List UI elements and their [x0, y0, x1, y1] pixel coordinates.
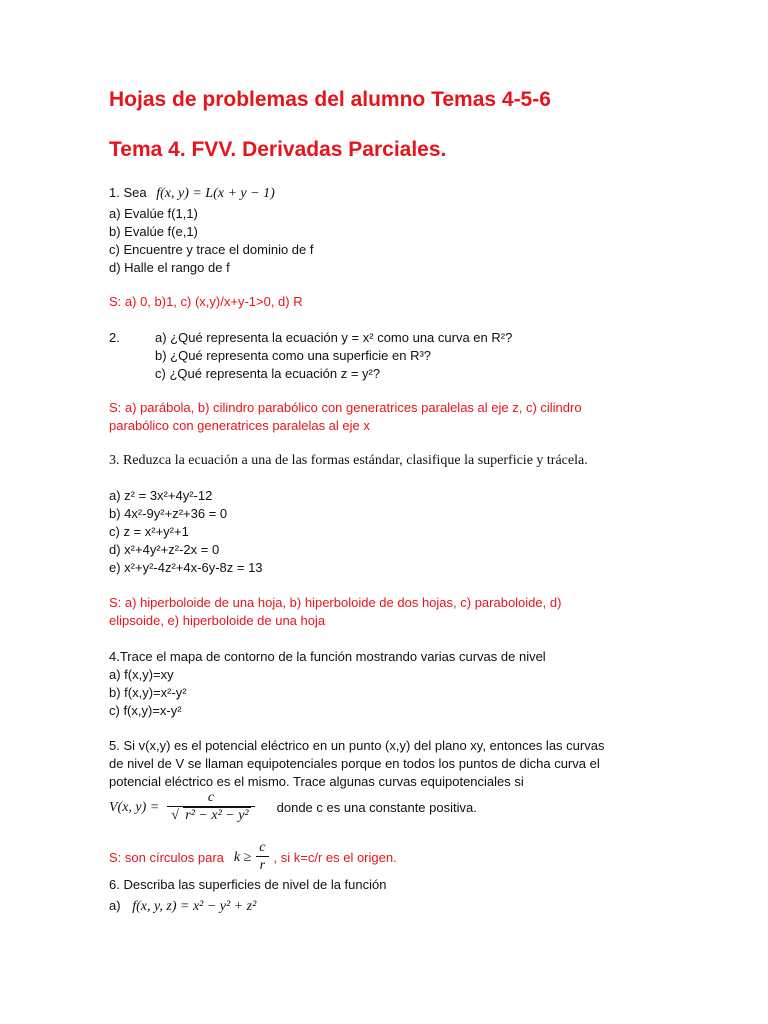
problem-4-item: c) f(x,y)=x-y²	[109, 703, 182, 718]
problem-1-item: c) Encuentre y trace el dominio de f	[109, 242, 314, 257]
problem-4-item: b) f(x,y)=x²-y²	[109, 685, 187, 700]
problem-3-item: e) x²+y²-4z²+4x-6y-8z = 13	[109, 560, 263, 575]
problem-5-statement-line: de nivel de V se llaman equipotenciales porque en todos los puntos de dicha curva el	[109, 756, 600, 771]
problem-3-solution: S: a) hiperboloide de una hoja, b) hiperboloide de dos hojas, c) paraboloide, d)	[109, 595, 562, 610]
problem-5-radicand: r² − x² − y²	[185, 808, 249, 823]
problem-5-solution-text: S: son círculos para	[109, 849, 224, 865]
problem-4-statement: 4.Trace el mapa de contorno de la función mostrando varias curvas de nivel	[109, 649, 546, 664]
problem-5-solution	[109, 840, 397, 875]
problem-1-item: b) Evalúe f(e,1)	[109, 224, 198, 239]
problem-2-solution: S: a) parábola, b) cilindro parabólico con generatrices paralelas al eje z, c) cilindro	[109, 400, 582, 415]
problem-5-solution-denominator: r	[256, 856, 269, 875]
problem-1-label: 1. Sea	[109, 185, 147, 200]
section-title: Tema 4. FVV. Derivadas Parciales.	[109, 138, 447, 161]
problem-5-formula	[109, 790, 477, 825]
problem-1-item: a) Evalúe f(1,1)	[109, 206, 198, 221]
problem-2-number: 2.	[109, 330, 120, 345]
problem-6-statement: 6. Describa las superficies de nivel de la función	[109, 877, 387, 892]
page-title: Hojas de problemas del alumno Temas 4-5-6	[109, 88, 551, 111]
problem-2-item: b) ¿Qué representa como una superficie en R³?	[155, 348, 432, 363]
problem-3-statement: 3. Reduzca la ecuación a una de las formas estándar, clasifique la superficie y trácela.	[109, 453, 588, 468]
problem-6-item	[109, 897, 256, 916]
problem-5-solution-numerator: c	[259, 840, 266, 855]
problem-3-item: a) z² = 3x²+4y²-12	[109, 488, 213, 503]
problem-3-item: d) x²+4y²+z²-2x = 0	[109, 542, 220, 557]
problem-1-solution: S: a) 0, b)1, c) (x,y)/x+y-1>0, d) R	[109, 294, 303, 309]
problem-5-statement-line: 5. Si v(x,y) es el potencial eléctrico en un punto (x,y) del plano xy, entonces las curvas	[109, 738, 605, 753]
problem-5-formula-note: donde c es una constante positiva.	[276, 799, 477, 815]
problem-6-item-label: a)	[109, 898, 121, 913]
problem-5-formula-lhs: V(x, y) =	[109, 799, 160, 815]
problem-5-statement-line: potencial eléctrico es el mismo. Trace algunas curvas equipotenciales si	[109, 774, 524, 789]
problem-1-statement	[109, 184, 275, 203]
problem-5-solution-fraction	[255, 840, 269, 875]
problem-5-solution-note: , si k=c/r es el origen.	[273, 849, 397, 865]
problem-4-item: a) f(x,y)=xy	[109, 667, 174, 682]
problem-2-solution-cont: parabólico con generatrices paralelas al eje x	[109, 418, 370, 433]
problem-1-formula: f(x, y) = L(x + y − 1)	[156, 186, 275, 201]
problem-5-numerator: c	[207, 790, 215, 805]
problem-3-item: b) 4x²-9y²+z²+36 = 0	[109, 506, 228, 521]
sqrt-symbol	[171, 808, 250, 823]
problem-2-item: a) ¿Qué representa la ecuación y = x² como una curva en R²?	[155, 330, 513, 345]
problem-5-solution-k: k ≥	[233, 849, 252, 865]
problem-3-item: c) z = x²+y²+1	[109, 524, 189, 539]
problem-5-fraction	[167, 790, 254, 825]
problem-2-item: c) ¿Qué representa la ecuación z = y²?	[155, 366, 381, 381]
problem-1-item: d) Halle el rango de f	[109, 260, 230, 275]
problem-3-solution-cont: elipsoide, e) hiperboloide de una hoja	[109, 613, 326, 628]
problem-6-formula: f(x, y, z) = x² − y² + z²	[132, 899, 257, 914]
problem-5-denominator	[167, 806, 254, 825]
